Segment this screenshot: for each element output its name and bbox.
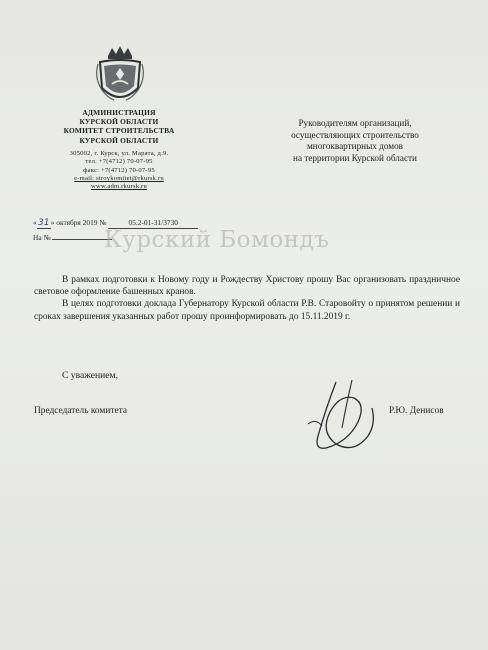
registration-month-year: октября 2019: [56, 218, 98, 227]
registration-ref-label: На №: [33, 233, 51, 242]
registration-reference: [33, 233, 112, 242]
body-paragraph: В целях подготовки доклада Губернатору Курской области Р.В. Старовойту о принятом решении и сроках завершения указанных работ прошу проинформировать до 15.11.2019 г.: [34, 299, 460, 322]
handwritten-signature: [296, 378, 388, 458]
sender-phone: тел. +7(4712) 70-07-95: [85, 158, 153, 166]
coat-of-arms-icon: [94, 44, 146, 106]
signer-name: Р.Ю. Денисов: [389, 406, 444, 416]
sender-org-line: КОМИТЕТ СТРОИТЕЛЬСТВА: [63, 126, 175, 136]
sender-org-line: АДМИНИСТРАЦИЯ: [82, 108, 156, 117]
sender-org-line: КУРСКОЙ ОБЛАСТИ: [79, 117, 159, 127]
watermark: Курский Бомондъ: [104, 227, 330, 253]
sender-website[interactable]: www.adm.rkursk.ru: [91, 183, 147, 191]
signer-position: Председатель комитета: [34, 406, 127, 416]
registration-day: 31: [37, 218, 50, 228]
letter-body: [34, 274, 460, 323]
sender-org-line: КУРСКОЙ ОБЛАСТИ: [79, 135, 159, 145]
registration-number: 05.2-01-31/3730: [108, 218, 198, 229]
addressee-line: осуществляющих строительство: [291, 129, 419, 140]
addressee-block: [250, 118, 460, 164]
sender-address: 305002, г. Курск, ул. Марата, д.9.: [69, 149, 169, 157]
body-paragraph: В рамках подготовки к Новому году и Рождеству Христову прошу Вас организовать праздничное световое оформление башенных кранов.: [34, 275, 460, 298]
addressee-line: на территории Курской области: [293, 152, 417, 163]
addressee-line: Руководителям организаций,: [298, 118, 412, 128]
addressee-line: многоквартирных домов: [306, 141, 404, 152]
registration-date-number: «31» октября 2019 № 05.2-01-31/3730: [33, 218, 198, 229]
registration-number-label: №: [99, 218, 107, 227]
sender-block: [34, 108, 204, 192]
closing-regards: С уважением,: [62, 370, 119, 381]
sender-fax: факс: +7(4712) 70-07-95: [83, 166, 155, 174]
sender-email[interactable]: e-mail: stroykomitet@rkursk.ru: [74, 175, 164, 183]
